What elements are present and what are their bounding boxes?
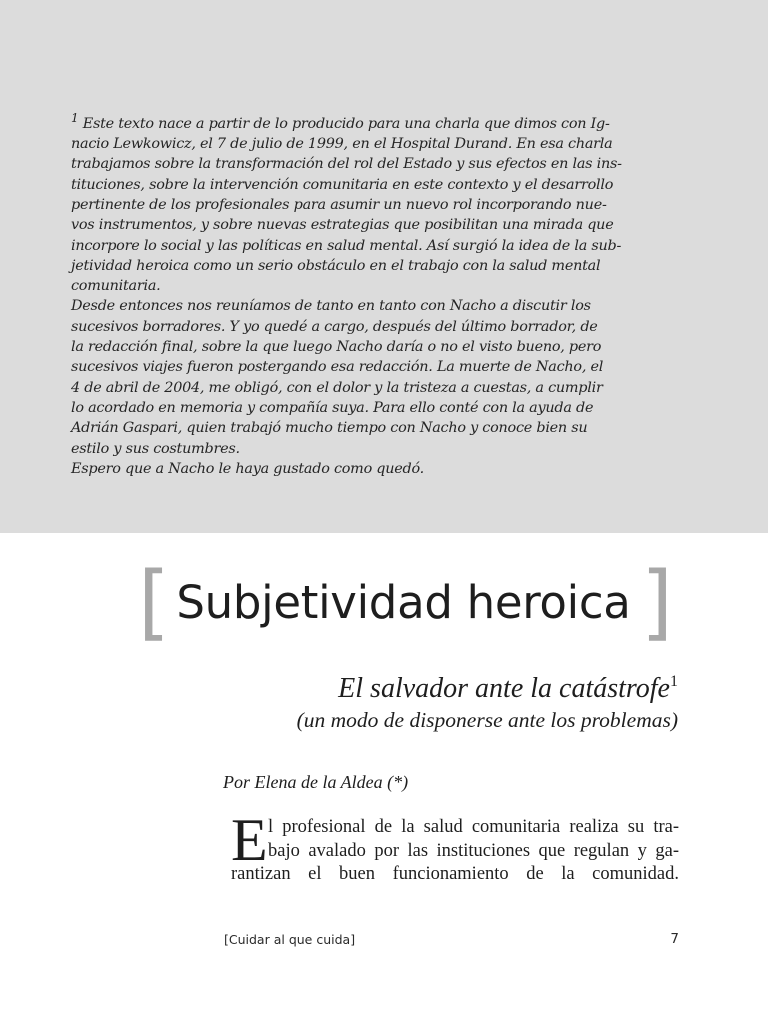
footnote-text bbox=[71, 108, 681, 479]
footnote-line: sucesivos viajes fueron postergando esa redacción. La muerte de Nacho, el bbox=[71, 359, 604, 376]
body-line: l profesional de la salud comunitaria realiza su tra- bbox=[268, 817, 679, 837]
footnote-line: nacio Lewkowicz, el 7 de julio de 1999, en el Hospital Durand. En esa charla bbox=[71, 136, 613, 153]
footnote-line: Adrián Gaspari, quien trabajó mucho tiempo con Nacho y conoce bien su bbox=[71, 420, 588, 437]
page-number: 7 bbox=[670, 931, 679, 947]
footnote-line: trabajamos sobre la transformación del rol del Estado y sus efectos en las ins- bbox=[71, 156, 622, 173]
footnote-line: $^1$ Este texto nace a partir de lo producido para una charla que dimos con Ig- bbox=[71, 111, 610, 132]
footnote-line: sucesivos borradores. Y yo quedé a cargo, después del último borrador, de bbox=[71, 318, 598, 335]
title-bracket-right: ] bbox=[641, 555, 673, 650]
footnote-line: comunitaria. bbox=[71, 278, 161, 295]
page-title: Subjetividad heroica bbox=[176, 576, 631, 629]
footer-label: [Cuidar al que cuida] bbox=[224, 932, 356, 947]
subtitle-text: El salvador ante la catástrofe bbox=[338, 673, 670, 704]
footnote-line: Espero que a Nacho le haya gustado como quedó. bbox=[71, 460, 425, 477]
footnote-line: pertinente de los profesionales para asumir un nuevo rol incorporando nue- bbox=[71, 196, 607, 213]
footnote-line: incorpore lo social y las políticas en salud mental. Así surgió la idea de la sub- bbox=[71, 237, 622, 254]
footnote-line: vos instrumentos, y sobre nuevas estrategias que posibilitan una mirada que bbox=[71, 217, 614, 234]
footnote-line: lo acordado en memoria y compañía suya. Para ello conté con la ayuda de bbox=[71, 399, 594, 416]
body-line: rantizan el buen funcionamiento de la comunidad. bbox=[231, 864, 679, 884]
footnote-line: estilo y sus costumbres. bbox=[71, 440, 240, 457]
byline: Por Elena de la Aldea (*) bbox=[223, 772, 409, 792]
subtitle-secondary: (un modo de disponerse ante los problemas) bbox=[296, 708, 678, 732]
footnote-line: Desde entonces nos reuníamos de tanto en tanto con Nacho a discutir los bbox=[71, 298, 591, 315]
subtitle-footnote-ref[interactable]: 1 bbox=[670, 673, 678, 690]
title-bracket-left: [ bbox=[138, 555, 170, 650]
subtitle bbox=[338, 672, 678, 706]
title-block bbox=[138, 555, 673, 650]
drop-cap: E bbox=[231, 807, 268, 873]
footnote-line: tituciones, sobre la intervención comunitaria en este contexto y el desarrollo bbox=[71, 176, 614, 193]
body-line: bajo avalado por las instituciones que regulan y ga- bbox=[268, 840, 679, 861]
footnote-line: la redacción final, sobre la que luego Nacho daría o no el visto bueno, pero bbox=[71, 339, 602, 356]
footnote-marker: 1 bbox=[71, 111, 79, 125]
body-paragraph bbox=[231, 807, 679, 886]
footnote-line: jetividad heroica como un serio obstáculo en el trabajo con la salud mental bbox=[71, 257, 601, 274]
footnote-line: 4 de abril de 2004, me obligó, con el dolor y la tristeza a cuestas, a cumplir bbox=[71, 379, 603, 396]
